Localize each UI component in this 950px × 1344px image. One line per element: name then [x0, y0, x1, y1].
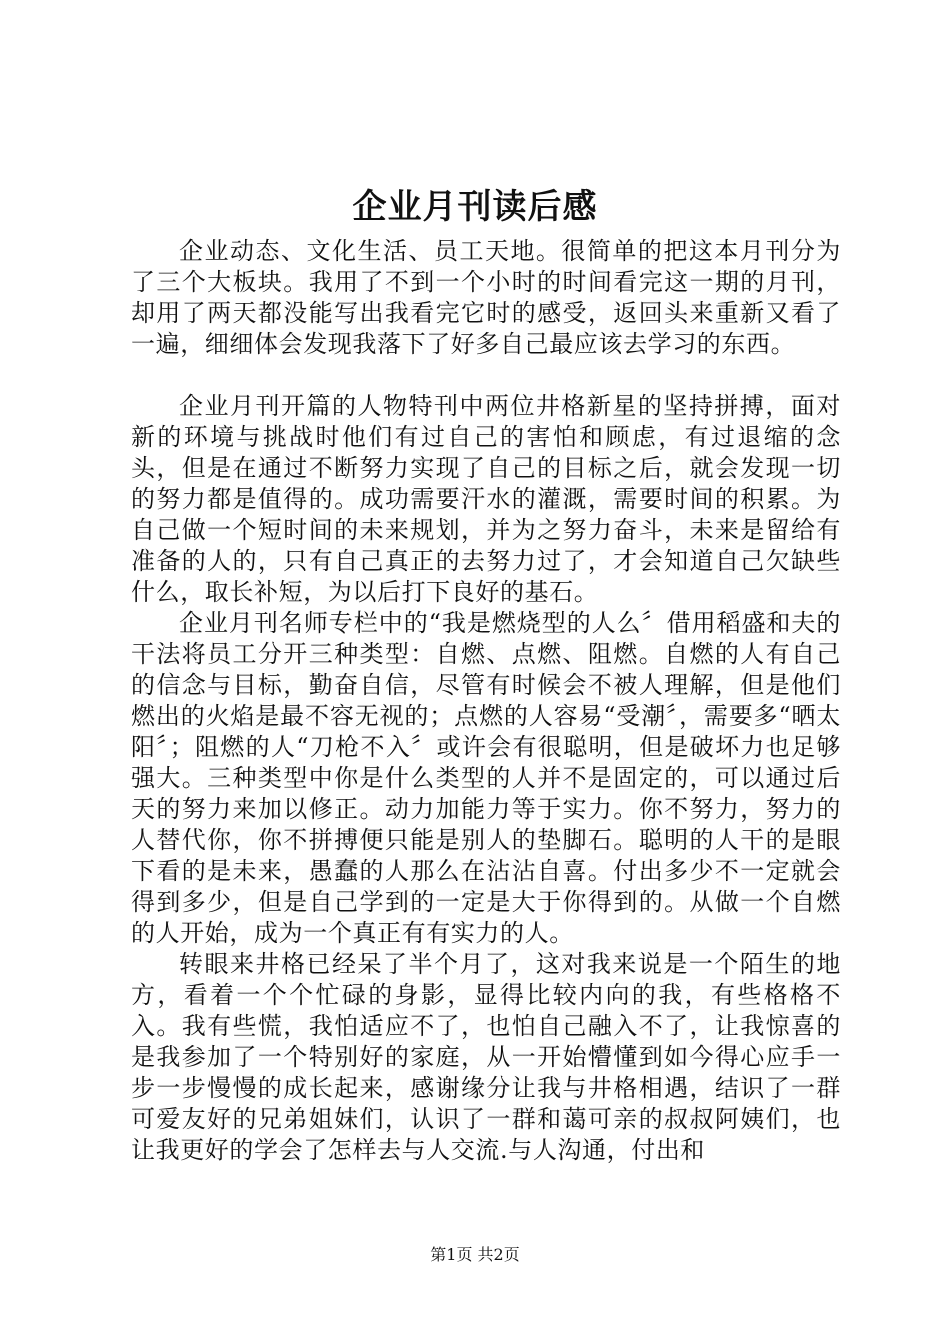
paragraph: 企业月刊开篇的人物特刊中两位井格新星的坚持拼搏，面对新的环境与挑战时他们有过自己的害怕和顾虑，有过退缩的念头，但是在通过不断努力实现了自己的目标之后，就会发现一切的努力都是值得的。成功需要汗水的灌溉，需要时间的积累。为自己做一个短时间的未来规划，并为之努力奋斗，未来是留给有准备的人的，只有自己真正的去努力过了，才会知道自己欠缺些什么，取长补短，为以后打下良好的基石。 — [131, 392, 841, 606]
paragraph: 企业动态、文化生活、员工天地。很简单的把这本月刊分为了三个大板块。我用了不到一个小时的时间看完这一期的月刊，却用了两天都没能写出我看完它时的感受，返回头来重新又看了一遍，细细体会发现我落下了好多自己最应该去学习的东西。 — [131, 237, 841, 358]
paragraph: 转眼来井格已经呆了半个月了，这对我来说是一个陌生的地方，看着一个个忙碌的身影，显得比较内向的我，有些格格不入。我有些慌，我怕适应不了，也怕自己融入不了，让我惊喜的是我参加了一个特别好的家庭，从一开始懵懂到如今得心应手一步一步慢慢的成长起来，感谢缘分让我与井格相遇，结识了一群可爱友好的兄弟姐妹们，认识了一群和蔼可亲的叔叔阿姨们，也让我更好的学会了怎样去与人交流.与人沟通，付出和 — [131, 950, 841, 1164]
page-number-footer: 第1页 共2页 — [430, 1245, 520, 1264]
document-body — [131, 236, 841, 1166]
paragraph: 企业月刊名师专栏中的“我是燃烧型的人么〞借用稻盛和夫的干法将员工分开三种类型：自燃、点燃、阻燃。自燃的人有自己的信念与目标，勤奋自信，尽管有时候会不被人理解，但是他们燃出的火焰是最不容无视的；点燃的人容易“受潮〞，需要多“晒太阳〞；阻燃的人“刀枪不入〞或许会有很聪明，但是破坏力也足够强大。三种类型中你是什么类型的人并不是固定的，可以通过后天的努力来加以修正。动力加能力等于实力。你不努力，努力的人替代你，你不拼搏便只能是别人的垫脚石。聪明的人干的是眼下看的是未来，愚蠢的人那么在沾沾自喜。付出多少不一定就会得到多少，但是自己学到的一定是大于你得到的。从做一个自燃的人开始，成为一个真正有有实力的人。 — [131, 609, 841, 947]
document-title: 企业月刊读后感 — [352, 187, 598, 227]
